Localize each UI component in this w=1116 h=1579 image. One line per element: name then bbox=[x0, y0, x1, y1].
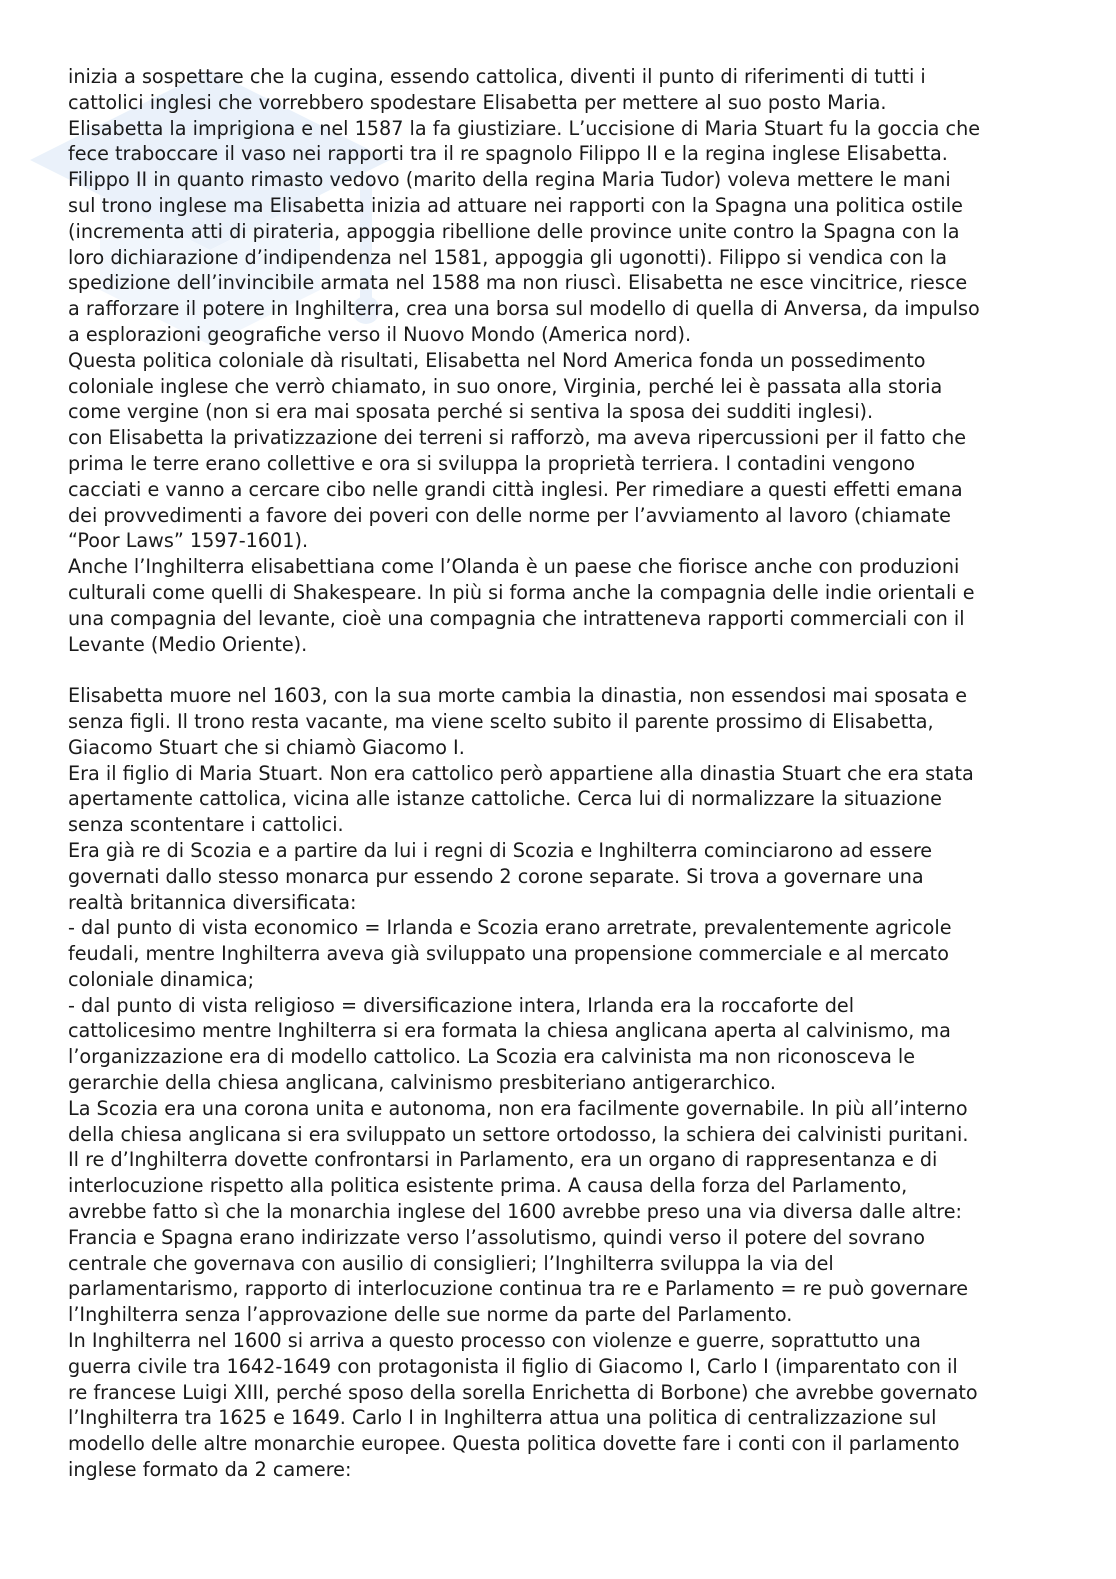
paragraph: Era il figlio di Maria Stuart. Non era cattolico però appartiene alla dinastia Stuart che era stata apertamente cattolica, vicina alle istanze cattoliche. Cerca lui di normalizzare la situazione senza scontentare i cattolici. bbox=[68, 761, 974, 837]
paragraph: Anche l’Inghilterra elisabettiana come l’Olanda è un paese che fiorisce anche con produzioni culturali come quelli di Shakespeare. In più si forma anche la compagnia delle indie orientali e una compagnia del levante, cioè una compagnia che intratteneva rapporti commerciali con il Levante (Medio Oriente). bbox=[68, 555, 975, 656]
paragraph: La Scozia era una corona unita e autonoma, non era facilmente governabile. In più all’interno della chiesa anglicana si era sviluppato un settore ortodosso, la schiera dei calvinisti puritani. bbox=[68, 1096, 969, 1146]
paragraph: - dal punto di vista religioso = diversificazione intera, Irlanda era la roccaforte del cattolicesimo mentre Inghilterra si era formata la chiesa anglicana aperta al calvinismo, ma l’organizzazione era di modello cattolico. La Scozia era calvinista ma non riconosceva le gerarchie della chiesa anglicana, calvinismo presbiteriano antigerarchico. bbox=[68, 993, 951, 1095]
paragraph: Il re d’Inghilterra dovette confrontarsi in Parlamento, era un organo di rappresentanza e di interlocuzione rispetto alla politica esistente prima. A causa della forza del Parlamento, avrebbe fatto sì che la monarchia inglese del 1600 avrebbe preso una via diversa dalle altre: Francia e Spagna erano indirizzate verso l’assolutismo, quindi verso il potere del sovrano centrale che governava con ausilio di consiglieri; l’Inghilterra sviluppa la via del parlamentarismo, rapporto di interlocuzione continua tra re e Parlamento = re può governare l’Inghilterra senza l’approvazione delle sue norme da parte del Parlamento. bbox=[68, 1148, 969, 1327]
document-body bbox=[68, 64, 1058, 1483]
paragraph: Elisabetta la imprigiona e nel 1587 la fa giustiziare. L’uccisione di Maria Stuart fu la goccia che fece traboccare il vaso nei rapporti tra il re spagnolo Filippo II e la regina inglese Elisabetta. bbox=[68, 116, 981, 166]
paragraph: Elisabetta muore nel 1603, con la sua morte cambia la dinastia, non essendosi mai sposata e senza figli. Il trono resta vacante, ma viene scelto subito il parente prossimo di Elisabetta, Giacomo Stuart che si chiamò Giacomo I. bbox=[68, 684, 968, 759]
paragraph: Era già re di Scozia e a partire da lui i regni di Scozia e Inghilterra cominciarono ad essere governati dallo stesso monarca pur essendo 2 corone separate. Si trova a governare una realtà britannica diversificata: bbox=[68, 838, 933, 914]
paragraph: inizia a sospettare che la cugina, essendo cattolica, diventi il punto di riferimenti di tutti i cattolici inglesi che vorrebbero spodestare Elisabetta per mettere al suo posto Maria. bbox=[68, 65, 926, 114]
paragraph: In Inghilterra nel 1600 si arriva a questo processo con violenze e guerre, soprattutto una guerra civile tra 1642-1649 con protagonista il figlio di Giacomo I, Carlo I (imparentato con il re francese Luigi XIII, perché sposo della sorella Enrichetta di Borbone) che avrebbe governato l’Inghilterra tra 1625 e 1649. Carlo I in Inghilterra attua una politica di centralizzazione sul modello delle altre monarchie europee. Questa politica dovette fare i conti con il parlamento inglese formato da 2 camere: bbox=[68, 1329, 978, 1482]
paragraph: con Elisabetta la privatizzazione dei terreni si rafforzò, ma aveva ripercussioni per il fatto che prima le terre erano collettive e ora si sviluppa la proprietà terriera. I contadini vengono cacciati e vanno a cercare cibo nelle grandi città inglesi. Per rimediare a questi effetti emana dei provvedimenti a favore dei poveri con delle norme per l’avviamento al lavoro (chiamate “Poor Laws” 1597-1601). bbox=[68, 426, 967, 553]
paragraph: Questa politica coloniale dà risultati, Elisabetta nel Nord America fonda un possedimento coloniale inglese che verrò chiamato, in suo onore, Virginia, perché lei è passata alla storia come vergine (non si era mai sposata perché si sentiva la sposa dei sudditi inglesi). bbox=[68, 348, 943, 424]
paragraph: Filippo II in quanto rimasto vedovo (marito della regina Maria Tudor) voleva mettere le mani sul trono inglese ma Elisabetta inizia ad attuare nei rapporti con la Spagna una politica ostile (incrementa atti di pirateria, appoggia ribellione delle province unite contro la Spagna con la loro dichiarazione d’indipendenza nel 1581, appoggia gli ugonotti). Filippo si vendica con la spedizione dell’invincibile armata nel 1588 ma non riuscì. Elisabetta ne esce vincitrice, riesce a rafforzare il potere in Inghilterra, crea una borsa sul modello di quella di Anversa, da impulso a esplorazioni geografiche verso il Nuovo Mondo (America nord). bbox=[68, 168, 980, 346]
paragraph: - dal punto di vista economico = Irlanda e Scozia erano arretrate, prevalentemente agricole feudali, mentre Inghilterra aveva già sviluppato una propensione commerciale e al mercato coloniale dinamica; bbox=[68, 916, 952, 991]
